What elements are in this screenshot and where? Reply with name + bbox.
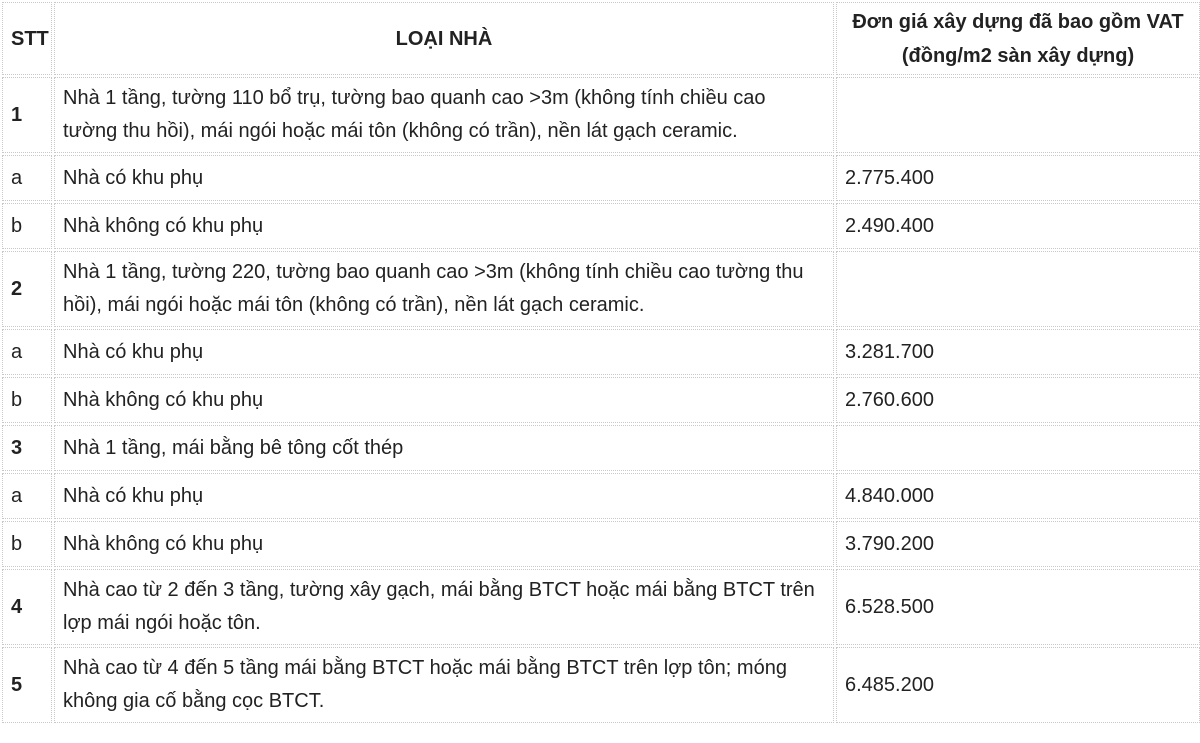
table-row bbox=[2, 647, 1200, 723]
table-row bbox=[2, 521, 1200, 567]
row-house-type: Nhà cao từ 2 đến 3 tầng, tường xây gạch, mái bằng BTCT hoặc mái bằng BTCT trên lợp mái ngói hoặc tôn. bbox=[54, 569, 834, 645]
table-row bbox=[2, 425, 1200, 471]
row-house-type: Nhà 1 tầng, tường 220, tường bao quanh cao >3m (không tính chiều cao tường thu hồi), mái ngói hoặc mái tôn (không có trần), nền lát gạch ceramic. bbox=[54, 251, 834, 327]
table-row bbox=[2, 377, 1200, 423]
row-house-type: Nhà không có khu phụ bbox=[54, 377, 834, 423]
row-unit-price: 4.840.000 bbox=[836, 473, 1200, 519]
row-house-type: Nhà có khu phụ bbox=[54, 155, 834, 201]
row-stt: a bbox=[2, 473, 52, 519]
row-unit-price bbox=[836, 425, 1200, 471]
row-stt: a bbox=[2, 329, 52, 375]
row-house-type: Nhà có khu phụ bbox=[54, 329, 834, 375]
row-unit-price: 3.281.700 bbox=[836, 329, 1200, 375]
table-row bbox=[2, 329, 1200, 375]
row-stt: 3 bbox=[2, 425, 52, 471]
row-unit-price: 2.490.400 bbox=[836, 203, 1200, 249]
header-stt: STT bbox=[2, 2, 52, 75]
row-stt: 5 bbox=[2, 647, 52, 723]
table-row bbox=[2, 251, 1200, 327]
header-house-type: LOẠI NHÀ bbox=[54, 2, 834, 75]
row-stt: 2 bbox=[2, 251, 52, 327]
table-row bbox=[2, 569, 1200, 645]
row-stt: b bbox=[2, 521, 52, 567]
row-stt: b bbox=[2, 377, 52, 423]
row-unit-price: 3.790.200 bbox=[836, 521, 1200, 567]
table-row bbox=[2, 203, 1200, 249]
row-stt: a bbox=[2, 155, 52, 201]
header-unit-price: Đơn giá xây dựng đã bao gồm VAT (đồng/m2 sàn xây dựng) bbox=[836, 2, 1200, 75]
row-house-type: Nhà 1 tầng, mái bằng bê tông cốt thép bbox=[54, 425, 834, 471]
row-house-type: Nhà 1 tầng, tường 110 bổ trụ, tường bao quanh cao >3m (không tính chiều cao tường thu hồi), mái ngói hoặc mái tôn (không có trần), nền lát gạch ceramic. bbox=[54, 77, 834, 153]
row-house-type: Nhà cao từ 4 đến 5 tầng mái bằng BTCT hoặc mái bằng BTCT trên lợp tôn; móng không gia cố bằng cọc BTCT. bbox=[54, 647, 834, 723]
table-row bbox=[2, 77, 1200, 153]
row-unit-price: 6.528.500 bbox=[836, 569, 1200, 645]
row-stt: 1 bbox=[2, 77, 52, 153]
row-unit-price: 2.760.600 bbox=[836, 377, 1200, 423]
table-row bbox=[2, 473, 1200, 519]
row-house-type: Nhà không có khu phụ bbox=[54, 521, 834, 567]
table-row bbox=[2, 155, 1200, 201]
row-stt: 4 bbox=[2, 569, 52, 645]
table-header-row bbox=[2, 2, 1200, 75]
row-unit-price bbox=[836, 251, 1200, 327]
row-house-type: Nhà không có khu phụ bbox=[54, 203, 834, 249]
row-stt: b bbox=[2, 203, 52, 249]
row-house-type: Nhà có khu phụ bbox=[54, 473, 834, 519]
row-unit-price: 6.485.200 bbox=[836, 647, 1200, 723]
row-unit-price: 2.775.400 bbox=[836, 155, 1200, 201]
row-unit-price bbox=[836, 77, 1200, 153]
